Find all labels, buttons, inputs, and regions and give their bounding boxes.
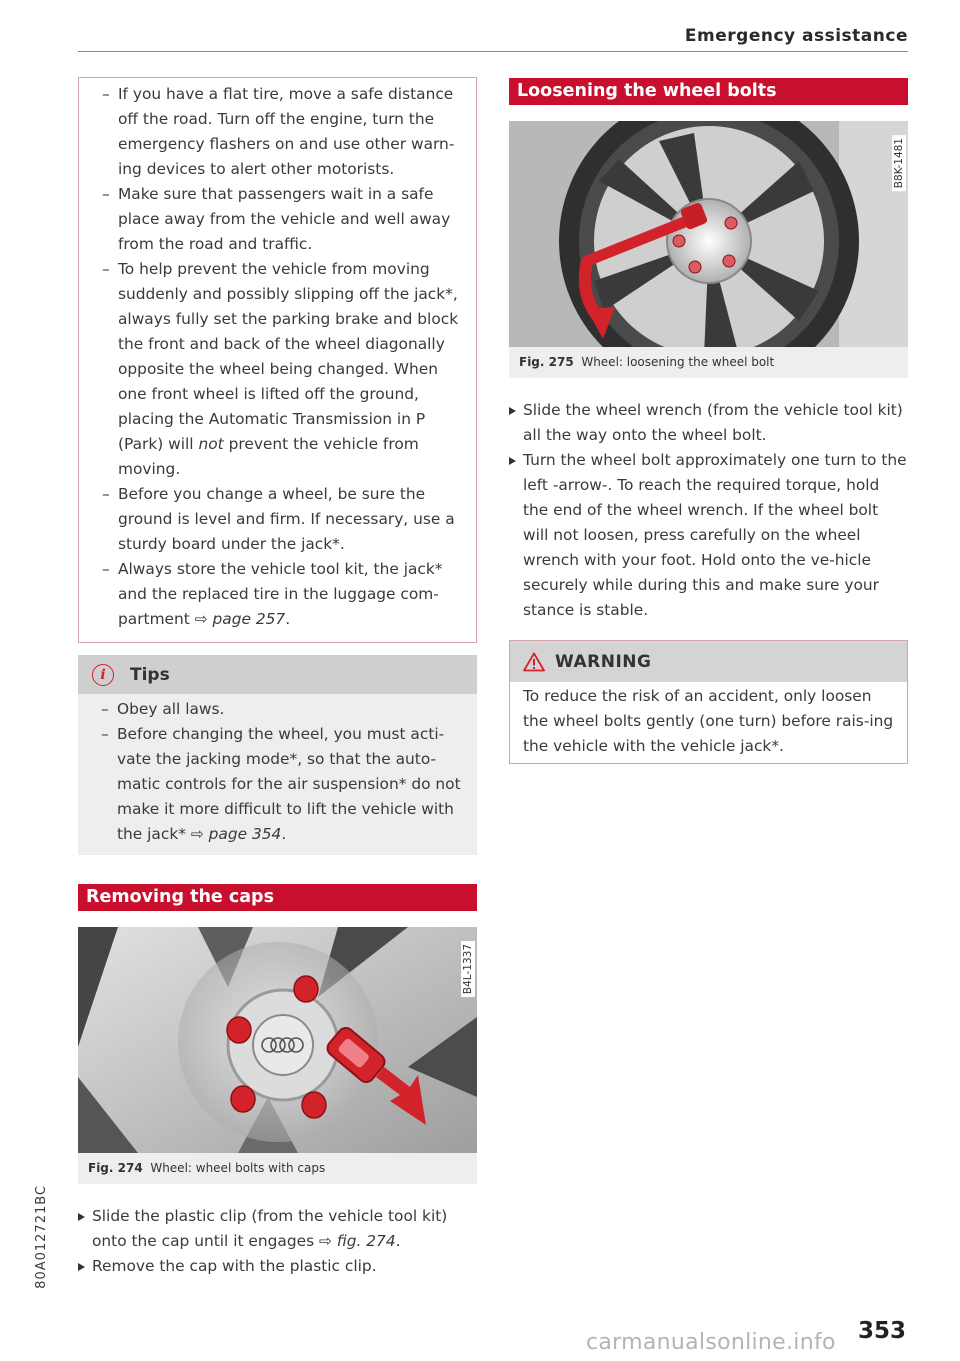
arrow-right-icon	[78, 1213, 85, 1221]
figure-code-label: B4L-1337	[461, 941, 475, 997]
figure-275	[509, 121, 908, 378]
page-reference-link[interactable]: ⇨ page 354	[190, 825, 282, 843]
step-item: Slide the wheel wrench (from the vehicle tool kit) all the way onto the wheel bolt.	[509, 398, 908, 448]
figure-code-label: B8K-1481	[892, 135, 906, 191]
figure-caption: Fig. 274 Wheel: wheel bolts with caps	[88, 1161, 326, 1175]
warning-box	[509, 640, 908, 764]
warning-bullet: – To help prevent the vehicle from moving suddenly and possibly slipping off the jack*, always fully set the parking brake and block the front and back of the wheel diagonally opposite the wheel being changed. When one front wheel is lifted off the ground, placing the Automatic Transmission in P (Park) will not prevent the vehicle from moving.	[102, 260, 459, 478]
warning-bullet: – Make sure that passengers wait in a safe place away from the vehicle and well away from the road and traffic.	[102, 185, 451, 253]
figure-image	[78, 927, 477, 1153]
arrow-right-icon	[509, 407, 516, 415]
warning-bullet: – If you have a flat tire, move a safe distance off the road. Turn off the engine, turn the emergency flashers on and use other warn-ing devices to alert other motorists.	[102, 85, 455, 178]
tips-header	[78, 655, 477, 694]
section-heading-loosening-bolts: Loosening the wheel bolts	[509, 78, 908, 105]
header-rule	[78, 51, 908, 52]
right-column	[509, 78, 908, 764]
page-number: 353	[858, 1318, 907, 1344]
step-item: Remove the cap with the plastic clip.	[78, 1254, 477, 1279]
warning-label: WARNING	[555, 651, 652, 672]
running-header: Emergency assistance	[684, 26, 908, 46]
wheel-bolts-with-caps-illustration	[78, 927, 477, 1153]
figure-reference-link[interactable]: ⇨ fig. 274	[318, 1232, 396, 1250]
emphasis-text: not	[198, 435, 224, 453]
watermark: carmanualsonline.info	[586, 1330, 836, 1355]
warning-text: To reduce the risk of an accident, only loosen the wheel bolts gently (one turn) before rais-ing the vehicle with the vehicle jack*.	[523, 687, 894, 755]
wheel-wrench-loosening-illustration	[509, 121, 908, 347]
figure-274	[78, 927, 477, 1184]
figure-image	[509, 121, 908, 347]
tips-box	[78, 655, 477, 855]
step-item: Turn the wheel bolt approximately one turn to the left -arrow-. To reach the required torque, hold the end of the wheel wrench. If the wheel bolt will not loosen, press carefully on the wheel wrench with your foot. Hold onto the ve-hicle securely while during this and make sure your stance is stable.	[509, 448, 908, 623]
tip-item: – Before changing the wheel, you must acti-vate the jacking mode*, so that the auto-matic controls for the air suspension* do not make it more difficult to lift the vehicle with the jack* ⇨ page 354.	[101, 725, 461, 843]
arrow-right-icon	[78, 1263, 85, 1271]
left-column	[78, 77, 477, 1279]
step-item: Slide the plastic clip (from the vehicle tool kit) onto the cap until it engages ⇨ fig. 274.	[78, 1204, 477, 1254]
tip-item: – Obey all laws.	[101, 700, 225, 718]
tips-label: Tips	[130, 664, 170, 685]
figure-caption: Fig. 275 Wheel: loosening the wheel bolt	[519, 355, 775, 369]
document-code: 80A012721BC	[34, 1185, 49, 1289]
arrow-right-icon	[509, 457, 516, 465]
section-heading-removing-caps: Removing the caps	[78, 884, 477, 911]
info-icon: i	[92, 664, 114, 686]
warning-triangle-icon	[523, 652, 545, 672]
warning-bullet: – Before you change a wheel, be sure the ground is level and firm. If necessary, use a sturdy board under the jack*.	[102, 485, 455, 553]
warning-continuation-box	[78, 77, 477, 643]
warning-bullet: – Always store the vehicle tool kit, the jack* and the replaced tire in the luggage com-partment ⇨ page 257.	[102, 560, 443, 628]
page-reference-link[interactable]: ⇨ page 257	[194, 610, 286, 628]
warning-header	[510, 641, 907, 682]
